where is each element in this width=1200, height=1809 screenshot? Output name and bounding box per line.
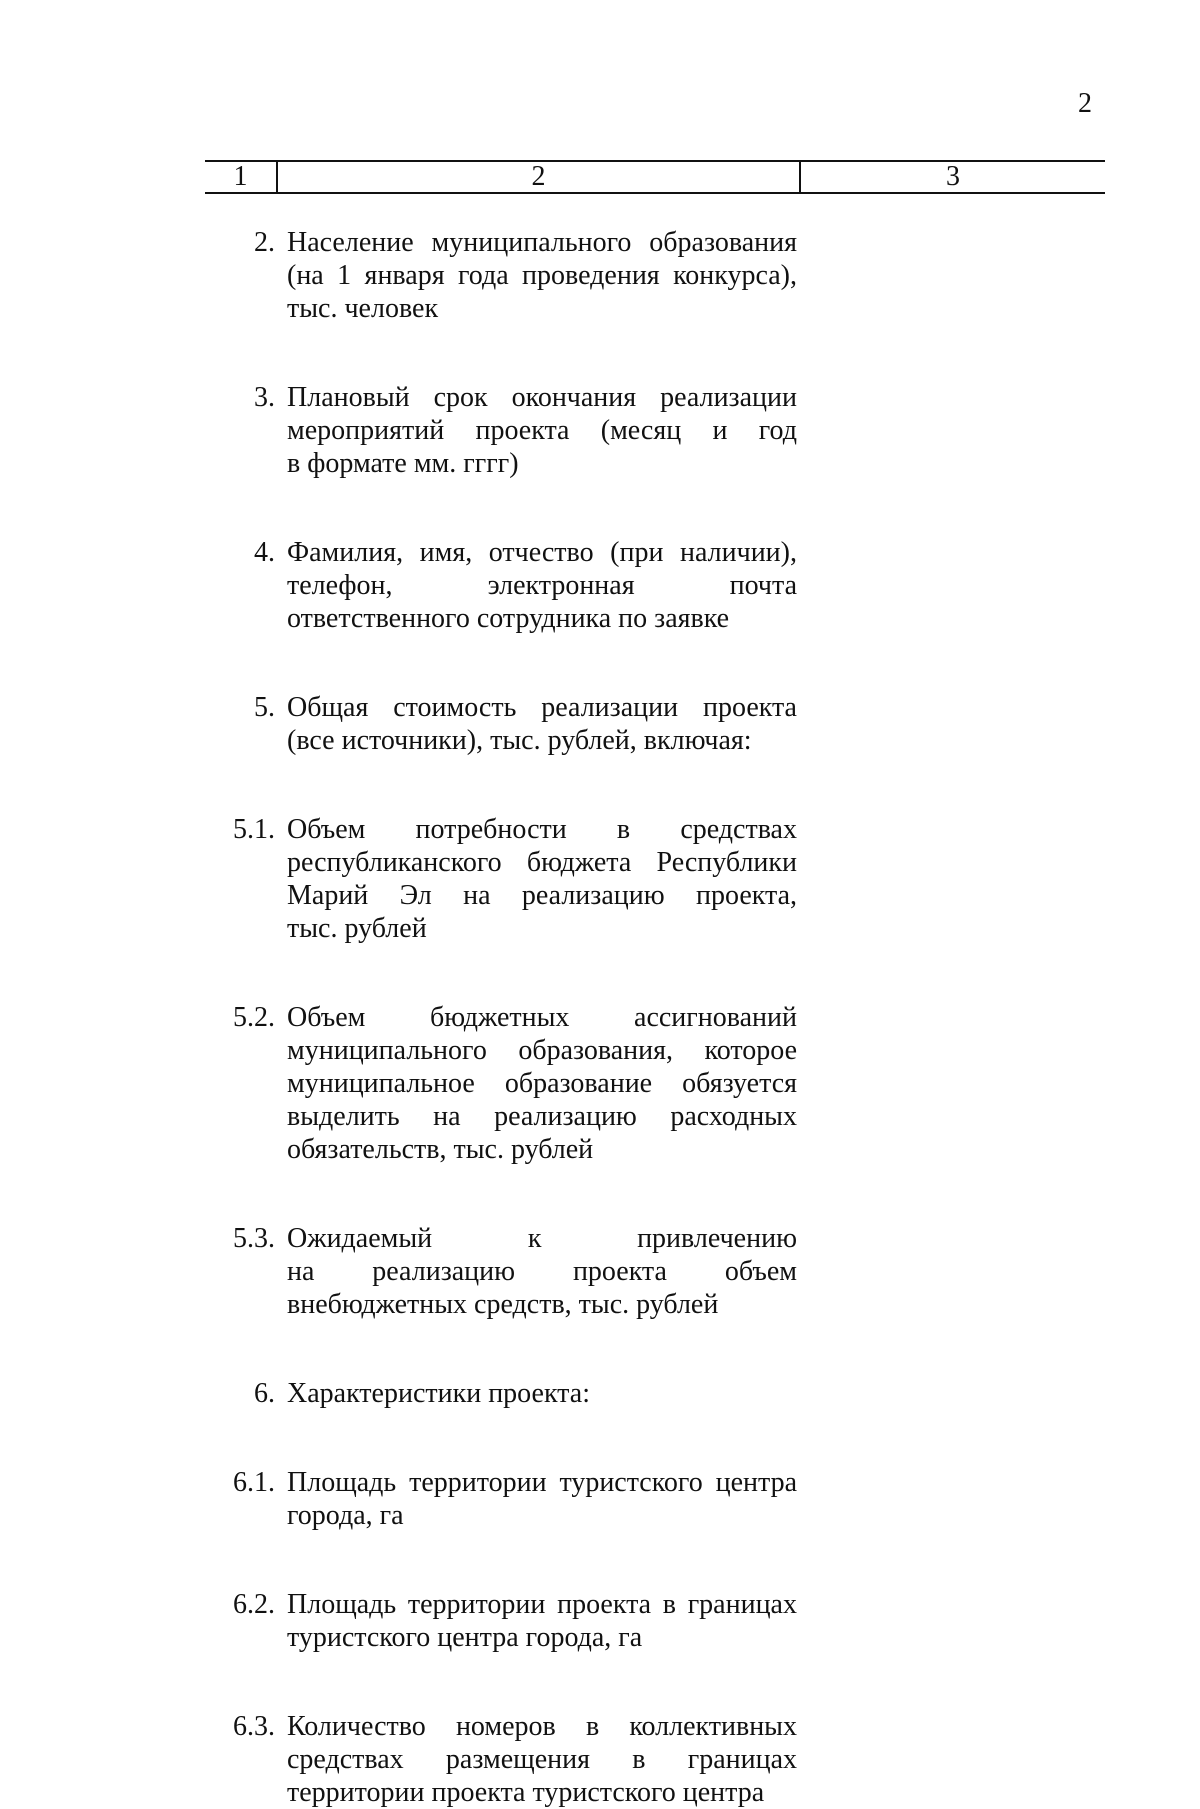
table-row xyxy=(205,1466,1105,1532)
row-text-line: муниципального образования, которое xyxy=(287,1035,797,1066)
row-text-line: муниципальное образование обязуется xyxy=(287,1068,797,1099)
row-number: 5. xyxy=(254,692,275,723)
row-text-line: Объем потребности в средствах xyxy=(287,814,797,845)
row-text-line: средствах размещения в границах xyxy=(287,1744,797,1775)
row-text-line: обязательств, тыс. рублей xyxy=(287,1134,594,1165)
row-text-line: республиканского бюджета Республики xyxy=(287,847,797,878)
table-row xyxy=(205,1001,1105,1166)
row-text-line: Население муниципального образования xyxy=(287,227,797,258)
row-text-line: тыс. рублей xyxy=(287,913,427,944)
row-text-line: телефон, электронная почта xyxy=(287,570,797,601)
table-row xyxy=(205,1588,1105,1654)
table-row xyxy=(205,1710,1105,1809)
row-text xyxy=(287,1710,797,1809)
row-text-line: на реализацию проекта объем xyxy=(287,1256,797,1287)
row-text-line: Марий Эл на реализацию проекта, xyxy=(287,880,797,911)
table-row xyxy=(205,691,1105,757)
row-text-line: внебюджетных средств, тыс. рублей xyxy=(287,1289,719,1320)
row-text xyxy=(287,226,797,325)
table-row xyxy=(205,226,1105,325)
header-col-2: 2 xyxy=(278,162,801,192)
table-row xyxy=(205,1222,1105,1321)
row-text-line: (на 1 января года проведения конкурса), xyxy=(287,260,797,291)
row-number: 6.3. xyxy=(233,1711,275,1742)
row-text-line: Фамилия, имя, отчество (при наличии), xyxy=(287,537,797,568)
row-text-line: мероприятий проекта (месяц и год xyxy=(287,415,797,446)
row-text xyxy=(287,1222,797,1321)
row-number: 6. xyxy=(254,1378,275,1409)
row-text-line: Площадь территории проекта в границах xyxy=(287,1589,797,1620)
row-text xyxy=(287,536,797,635)
header-col-1: 1 xyxy=(205,162,278,192)
row-number: 4. xyxy=(254,537,275,568)
row-text-line: Объем бюджетных ассигнований xyxy=(287,1002,797,1033)
row-text-line: Ожидаемый к привлечению xyxy=(287,1223,797,1254)
table-row xyxy=(205,381,1105,480)
table-body xyxy=(205,226,1105,1809)
row-text xyxy=(287,691,797,757)
row-number: 5.1. xyxy=(233,814,275,845)
row-text xyxy=(287,381,797,480)
row-text-line: в формате мм. гггг) xyxy=(287,448,519,479)
row-number: 5.2. xyxy=(233,1002,275,1033)
table-row xyxy=(205,1377,1105,1410)
row-number: 6.1. xyxy=(233,1467,275,1498)
row-text xyxy=(287,1377,797,1410)
row-text-line: ответственного сотрудника по заявке xyxy=(287,603,730,634)
row-text-line: туристского центра города, га xyxy=(287,1622,643,1653)
table-header xyxy=(205,160,1105,194)
table-row xyxy=(205,536,1105,635)
row-text-line: территории проекта туристского центра xyxy=(287,1777,765,1808)
page-number: 2 xyxy=(1078,88,1092,119)
row-text xyxy=(287,1001,797,1166)
row-text-line: (все источники), тыс. рублей, включая: xyxy=(287,725,752,756)
row-text xyxy=(287,1588,797,1654)
row-text xyxy=(287,1466,797,1532)
row-text-line: Характеристики проекта: xyxy=(287,1378,590,1409)
table-row xyxy=(205,813,1105,945)
row-number: 3. xyxy=(254,382,275,413)
row-text-line: города, га xyxy=(287,1500,404,1531)
row-text-line: Площадь территории туристского центра xyxy=(287,1467,797,1498)
row-text-line: Плановый срок окончания реализации xyxy=(287,382,797,413)
row-text-line: Общая стоимость реализации проекта xyxy=(287,692,797,723)
row-number: 2. xyxy=(254,227,275,258)
row-number: 6.2. xyxy=(233,1589,275,1620)
row-text-line: выделить на реализацию расходных xyxy=(287,1101,797,1132)
header-col-3: 3 xyxy=(946,161,960,192)
row-text-line: тыс. человек xyxy=(287,293,439,324)
row-text xyxy=(287,813,797,945)
row-number: 5.3. xyxy=(233,1223,275,1254)
row-text-line: Количество номеров в коллективных xyxy=(287,1711,797,1742)
